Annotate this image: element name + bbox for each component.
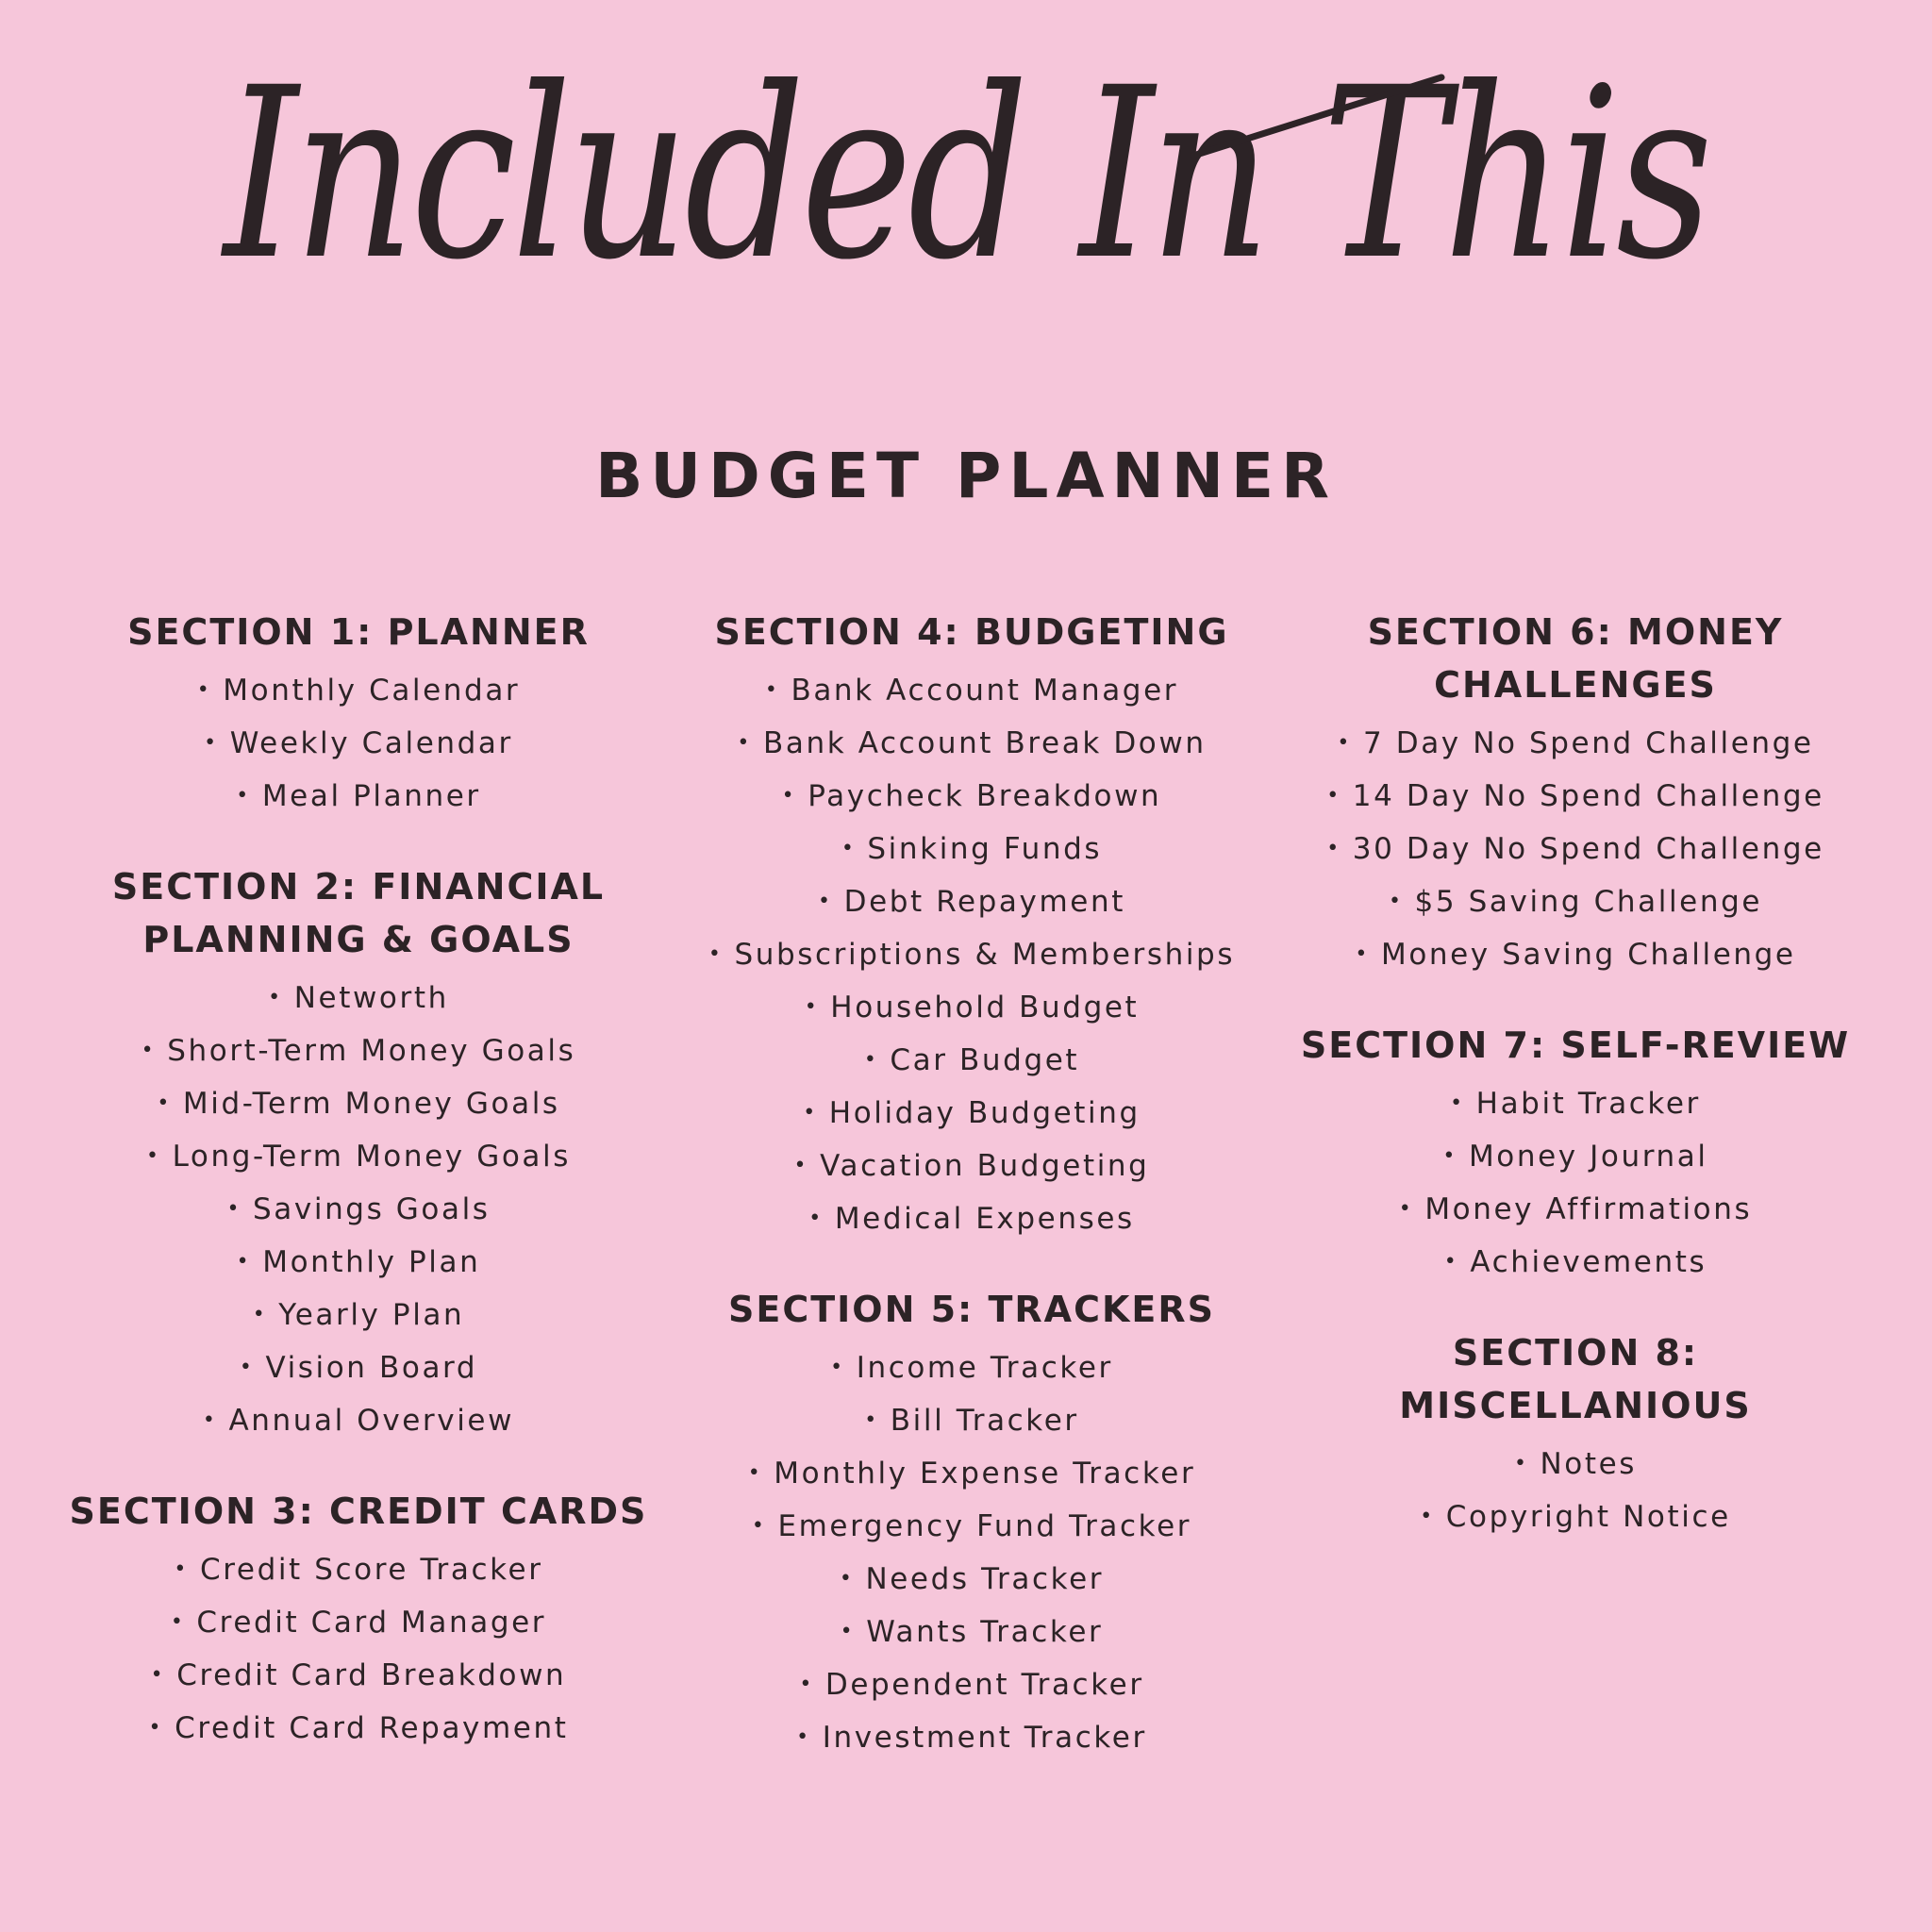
list-item: • Vacation Budgeting (679, 1140, 1264, 1192)
list-item: • Monthly Expense Tracker (679, 1447, 1264, 1500)
section-miscellaneous (1274, 1326, 1877, 1543)
list-item: • Annual Overview (57, 1394, 660, 1447)
list-item: • Monthly Calendar (57, 664, 660, 717)
list-item: • Habit Tracker (1274, 1077, 1877, 1130)
list-item: • Credit Card Repayment (57, 1702, 660, 1755)
section-items (679, 664, 1264, 1245)
list-item: • Money Saving Challenge (1274, 928, 1877, 981)
list-item: • 14 Day No Spend Challenge (1274, 770, 1877, 823)
list-item: • Savings Goals (57, 1183, 660, 1236)
section-title: SECTION 6: MONEY CHALLENGES (1367, 611, 1784, 706)
section-title: SECTION 8: MISCELLANIOUS (1399, 1332, 1752, 1426)
list-item: • Mid-Term Money Goals (57, 1077, 660, 1130)
section-financial-planning (57, 860, 660, 1447)
section-title: SECTION 2: FINANCIAL PLANNING & GOALS (111, 866, 606, 960)
column-3 (1274, 606, 1877, 1581)
list-item: • Vision Board (57, 1341, 660, 1394)
list-item: • Weekly Calendar (57, 717, 660, 770)
section-credit-cards (57, 1485, 660, 1755)
section-money-challenges (1274, 606, 1877, 981)
list-item: • Debt Repayment (679, 875, 1264, 928)
script-title: Included In This (223, 37, 1708, 311)
list-item: • Bill Tracker (679, 1394, 1264, 1447)
list-item: • Sinking Funds (679, 823, 1264, 875)
title-flourish (0, 0, 1932, 472)
list-item: • Bank Account Break Down (679, 717, 1264, 770)
list-item: • Medical Expenses (679, 1192, 1264, 1245)
list-item: • 7 Day No Spend Challenge (1274, 717, 1877, 770)
list-item: • $5 Saving Challenge (1274, 875, 1877, 928)
section-trackers (679, 1283, 1264, 1764)
section-planner (57, 606, 660, 823)
section-title: SECTION 7: SELF-REVIEW (1300, 1024, 1851, 1066)
list-item: • Credit Score Tracker (57, 1543, 660, 1596)
list-item: • 30 Day No Spend Challenge (1274, 823, 1877, 875)
list-item: • Meal Planner (57, 770, 660, 823)
section-title: SECTION 3: CREDIT CARDS (69, 1491, 648, 1532)
section-items (679, 1341, 1264, 1764)
section-items (57, 664, 660, 823)
list-item: • Credit Card Breakdown (57, 1649, 660, 1702)
list-item: • Achievements (1274, 1236, 1877, 1289)
list-item: • Paycheck Breakdown (679, 770, 1264, 823)
list-item: • Yearly Plan (57, 1289, 660, 1341)
list-item: • Copyright Notice (1274, 1491, 1877, 1543)
column-1 (57, 606, 660, 1792)
section-title: SECTION 5: TRACKERS (728, 1289, 1215, 1330)
list-item: • Bank Account Manager (679, 664, 1264, 717)
list-item: • Needs Tracker (679, 1553, 1264, 1606)
list-item: • Networth (57, 972, 660, 1024)
list-item: • Monthly Plan (57, 1236, 660, 1289)
list-item: • Wants Tracker (679, 1606, 1264, 1658)
list-item: • Short-Term Money Goals (57, 1024, 660, 1077)
page-subtitle: BUDGET PLANNER (595, 440, 1337, 512)
section-items (57, 1543, 660, 1755)
section-self-review (1274, 1019, 1877, 1289)
list-item: • Car Budget (679, 1034, 1264, 1087)
list-item: • Dependent Tracker (679, 1658, 1264, 1711)
section-budgeting (679, 606, 1264, 1245)
list-item: • Investment Tracker (679, 1711, 1264, 1764)
section-items (1274, 1438, 1877, 1543)
list-item: • Emergency Fund Tracker (679, 1500, 1264, 1553)
list-item: • Notes (1274, 1438, 1877, 1491)
list-item: • Subscriptions & Memberships (679, 928, 1264, 981)
list-item: • Holiday Budgeting (679, 1087, 1264, 1140)
section-items (1274, 1077, 1877, 1289)
list-item: • Income Tracker (679, 1341, 1264, 1394)
section-title: SECTION 1: PLANNER (127, 611, 590, 653)
list-item: • Long-Term Money Goals (57, 1130, 660, 1183)
list-item: • Household Budget (679, 981, 1264, 1034)
section-title: SECTION 4: BUDGETING (714, 611, 1229, 653)
section-items (1274, 717, 1877, 981)
section-items (57, 972, 660, 1447)
list-item: • Money Affirmations (1274, 1183, 1877, 1236)
list-item: • Money Journal (1274, 1130, 1877, 1183)
list-item: • Credit Card Manager (57, 1596, 660, 1649)
column-2 (679, 606, 1264, 1802)
